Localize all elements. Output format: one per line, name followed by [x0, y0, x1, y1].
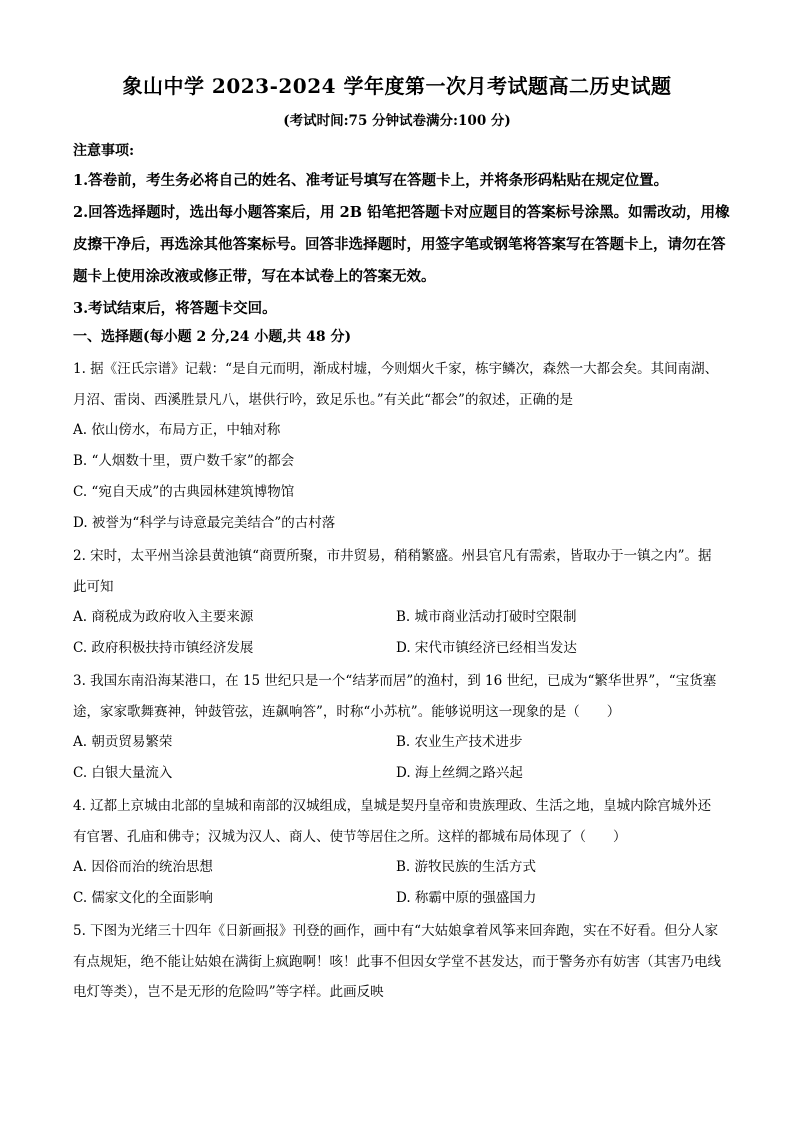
question-5-stem: 5. 下图为光绪三十四年《日新画报》刊登的画作，画中有“大姑娘拿着风筝来回奔跑，实在不好看。但分人家有点规矩，绝不能让姑娘在满街上疯跑啊！咳！此事不但因女学堂不甚发达，而于警务亦有妨害（其害乃电线电灯等类），岂不是无形的危险吗”等字样。此画反映	[73, 923, 721, 1000]
question-3-option-a[interactable]: A. 朝贡贸易繁荣	[73, 734, 173, 750]
notice-item: 3.考试结束后，将答题卡交回。	[73, 300, 277, 317]
question-3-stem: 3. 我国东南沿海某港口，在 15 世纪只是一个“结茅而居”的渔村，到 16 世纪，已成为“繁华世界”，“宝货塞途，家家歌舞赛神，钟鼓管弦，连飙响答”，时称“小苏杭”。能够说明这一现象的是（ ）	[73, 673, 717, 720]
question-2-option-b[interactable]: B. 城市商业活动打破时空限制	[396, 609, 577, 625]
question-1-option-a[interactable]: A. 依山傍水，布局方正，中轴对称	[73, 422, 281, 438]
question-4-option-c[interactable]: C. 儒家文化的全面影响	[73, 890, 213, 906]
notice-item: 2.回答选择题时，选出每小题答案后，用 2B 铅笔把答题卡对应题目的答案标号涂黑。如需改动，用橡皮擦干净后，再选涂其他答案标号。回答非选择题时，用签字笔或钢笔将答案写在答题卡上，请勿在答题卡上使用涂改液或修正带，写在本试卷上的答案无效。	[73, 204, 730, 285]
question-1-option-d[interactable]: D. 被誉为“科学与诗意最完美结合”的古村落	[73, 515, 336, 531]
exam-title: 象山中学 2023-2024 学年度第一次月考试题高二历史试题	[122, 74, 672, 98]
question-3-option-d[interactable]: D. 海上丝绸之路兴起	[396, 765, 523, 781]
question-2-option-d[interactable]: D. 宋代市镇经济已经相当发达	[396, 640, 577, 656]
question-4-option-b[interactable]: B. 游牧民族的生活方式	[396, 859, 537, 875]
question-2-option-c[interactable]: C. 政府积极扶持市镇经济发展	[73, 640, 254, 656]
question-1-stem: 1. 据《汪氏宗谱》记载：“是自元而明，渐成村墟，今则烟火千家，栋宇鳞次，森然一大都会矣。其间南湖、月沼、雷岗、西溪胜景凡八，堪供行吟，致足乐也。”有关此“都会”的叙述，正确的是	[73, 361, 719, 408]
question-3-option-c[interactable]: C. 白银大量流入	[73, 765, 173, 781]
question-3-option-b[interactable]: B. 农业生产技术进步	[396, 734, 523, 750]
question-4-stem: 4. 辽都上京城由北部的皇城和南部的汉城组成，皇城是契丹皇帝和贵族理政、生活之地，皇城内除宫城外还有官署、孔庙和佛寺；汉城为汉人、商人、使节等居住之所。这样的都城布局体现了（ ）	[73, 798, 712, 845]
question-2-option-a[interactable]: A. 商税成为政府收入主要来源	[73, 609, 254, 625]
question-1-option-b[interactable]: B. “人烟数十里，贾户数千家”的都会	[73, 453, 295, 469]
question-4-option-a[interactable]: A. 因俗而治的统治思想	[73, 859, 213, 875]
question-1-option-c[interactable]: C. “宛自天成”的古典园林建筑博物馆	[73, 484, 295, 500]
notice-item: 1.答卷前，考生务必将自己的姓名、准考证号填写在答题卡上，并将条形码粘贴在规定位置。	[73, 172, 669, 189]
question-2-stem: 2. 宋时，太平州当涂县黄池镇“商贾所聚，市井贸易，稍稍繁盛。州县官凡有需索，皆取办于一镇之内”。据此可知	[73, 548, 712, 595]
exam-subtitle: (考试时间:75 分钟试卷满分:100 分)	[283, 113, 511, 129]
section-heading: 一、选择题(每小题 2 分,24 小题,共 48 分)	[73, 329, 352, 345]
question-4-option-d[interactable]: D. 称霸中原的强盛国力	[396, 890, 537, 906]
notice-heading: 注意事项:	[73, 143, 135, 159]
